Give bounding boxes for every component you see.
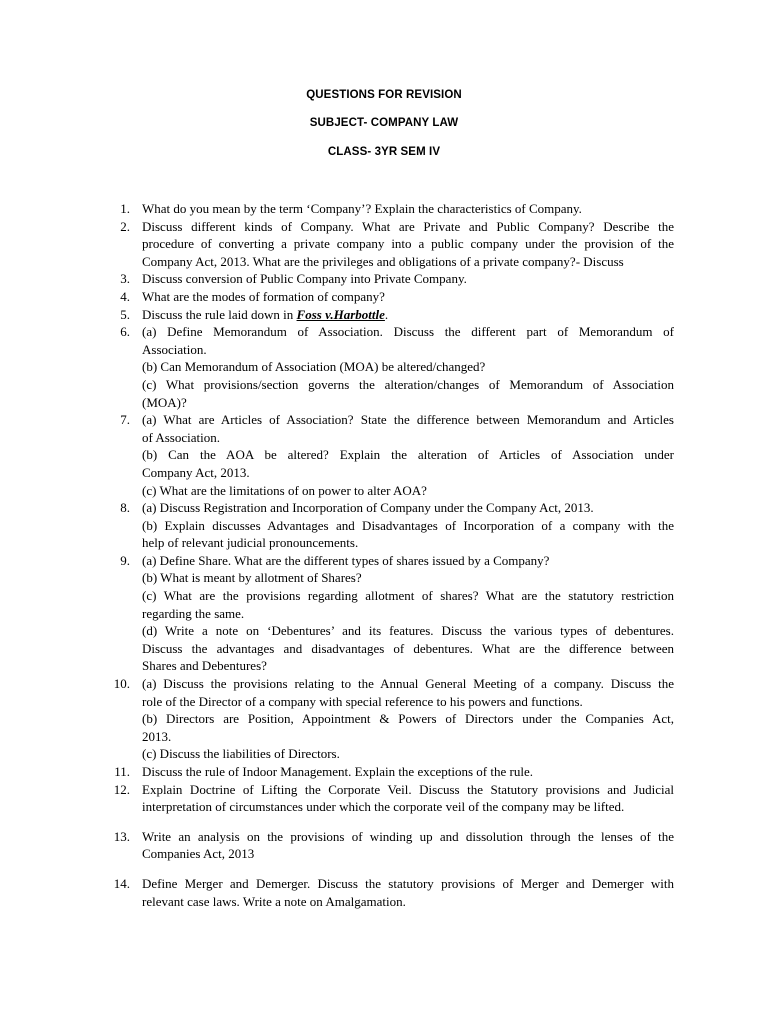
question-text-line: (c) Discuss the liabilities of Directors. [142,746,340,762]
question-text-line: Discuss the rule of Indoor Management. Explain the exceptions of the rule. [142,764,533,779]
question-text-line: (MOA)? [142,394,187,410]
question-text-line: Discuss different kinds of Company. What are Private and Public Company? Describe the [142,218,674,234]
question-number: 1. [120,201,130,216]
question-text-line: Explain Doctrine of Lifting the Corporate Veil. Discuss the Statutory provisions and Judicial [142,781,674,797]
class-heading: CLASS- 3YR SEM IV [327,146,441,158]
question-text-line: Company Act, 2013. What are the privileges and obligations of a private company?- Discuss [142,253,624,269]
question-item [110,411,674,499]
question-number: 2. [120,218,130,234]
question-text-line: Discuss the advantages and disadvantages of debentures. What are the difference between [142,640,674,656]
question-text-line [142,306,674,324]
question-text-line: Discuss conversion of Public Company into Private Company. [142,271,467,287]
question-text-line: (a) Define Share. What are the different types of shares issued by a Company? [142,552,550,568]
question-item [110,499,674,552]
question-number: 11. [114,764,130,779]
question-item [110,552,674,675]
question-text-line: (c) What are the limitations of on power to alter AOA? [142,482,427,498]
question-text-line: relevant case laws. Write a note on Amalgamation. [142,893,406,909]
question-item [110,288,674,306]
question-text-line: What do you mean by the term ‘Company’? Explain the characteristics of Company. [142,201,582,216]
question-text-line: regarding the same. [142,605,245,621]
question-item [110,763,674,781]
question-item [110,828,674,863]
question-item [110,781,674,816]
question-text-line: (a) Discuss the provisions relating to the Annual General Meeting of a company. Discuss the [142,676,674,692]
question-text-line: interpretation of circumstances under which the corporate veil of the company may be lifted. [142,799,625,815]
question-number: 7. [120,412,130,428]
question-number: 4. [120,288,130,304]
question-item [110,218,674,271]
question-number: 10. [113,676,130,692]
question-number: 9. [120,552,130,568]
question-item [110,270,674,288]
question-number: 6. [120,324,130,340]
subject-heading: SUBJECT- COMPANY LAW [309,117,459,129]
question-text-line: Company Act, 2013. [142,464,250,480]
question-text-line: Companies Act, 2013 [142,846,255,862]
question-text-line: role of the Director of a company with special reference to his powers and functions. [142,693,583,709]
question-text-line: What are the modes of formation of company? [142,288,385,304]
question-text: Discuss the rule laid down in [142,306,297,322]
question-text-line: (a) What are Articles of Association? State the difference between Memorandum and Articles [142,412,674,428]
question-item [110,675,674,763]
question-text-line: Define Merger and Demerger. Discuss the statutory provisions of Merger and Demerger with [142,875,674,891]
case-name: Foss v.Harbottle [296,306,385,322]
question-text-line: (a) Define Memorandum of Association. Discuss the different part of Memorandum of [142,324,674,340]
question-item [110,323,674,411]
question-text-line: (c) What are the provisions regarding allotment of shares? What are the statutory restriction [142,588,674,604]
question-text-line: (b) What is meant by allotment of Shares? [142,570,362,586]
question-number: 12. [113,781,130,797]
question-item [110,306,674,324]
question-text: . [384,306,389,322]
question-text-line: (b) Explain discusses Advantages and Disadvantages of Incorporation of a company with the [142,517,674,533]
question-item [110,875,674,910]
question-text-line: Association. [142,341,207,357]
question-text-line: procedure of converting a private company into a public company under the provision of the [142,236,674,252]
document-title: QUESTIONS FOR REVISION [306,89,462,101]
question-text-line: of Association. [142,429,220,445]
question-item [110,200,674,218]
question-text-line: (b) Can Memorandum of Association (MOA) be altered/changed? [142,359,486,375]
question-list [110,200,674,910]
question-number: 3. [120,271,130,287]
question-number: 8. [120,500,130,516]
question-text-line: Shares and Debentures? [142,658,267,674]
question-text-line: (a) Discuss Registration and Incorporation of Company under the Company Act, 2013. [142,500,594,516]
question-number: 13. [113,828,130,844]
question-text-line: 2013. [142,728,172,744]
question-number: 14. [113,875,130,891]
question-text-line: (b) Directors are Position, Appointment & Powers of Directors under the Companies Act, [142,711,674,727]
question-text-line: (c) What provisions/section governs the alteration/changes of Memorandum of Association [142,376,674,392]
question-text-line: (d) Write a note on ‘Debentures’ and its features. Discuss the various types of debentures. [142,623,674,639]
question-text-line: (b) Can the AOA be altered? Explain the alteration of Articles of Association under [142,447,674,463]
question-number: 5. [120,306,130,322]
question-text-line: Write an analysis on the provisions of winding up and dissolution through the lenses of the [142,828,674,844]
question-text-line: help of relevant judicial pronouncements. [142,535,359,551]
